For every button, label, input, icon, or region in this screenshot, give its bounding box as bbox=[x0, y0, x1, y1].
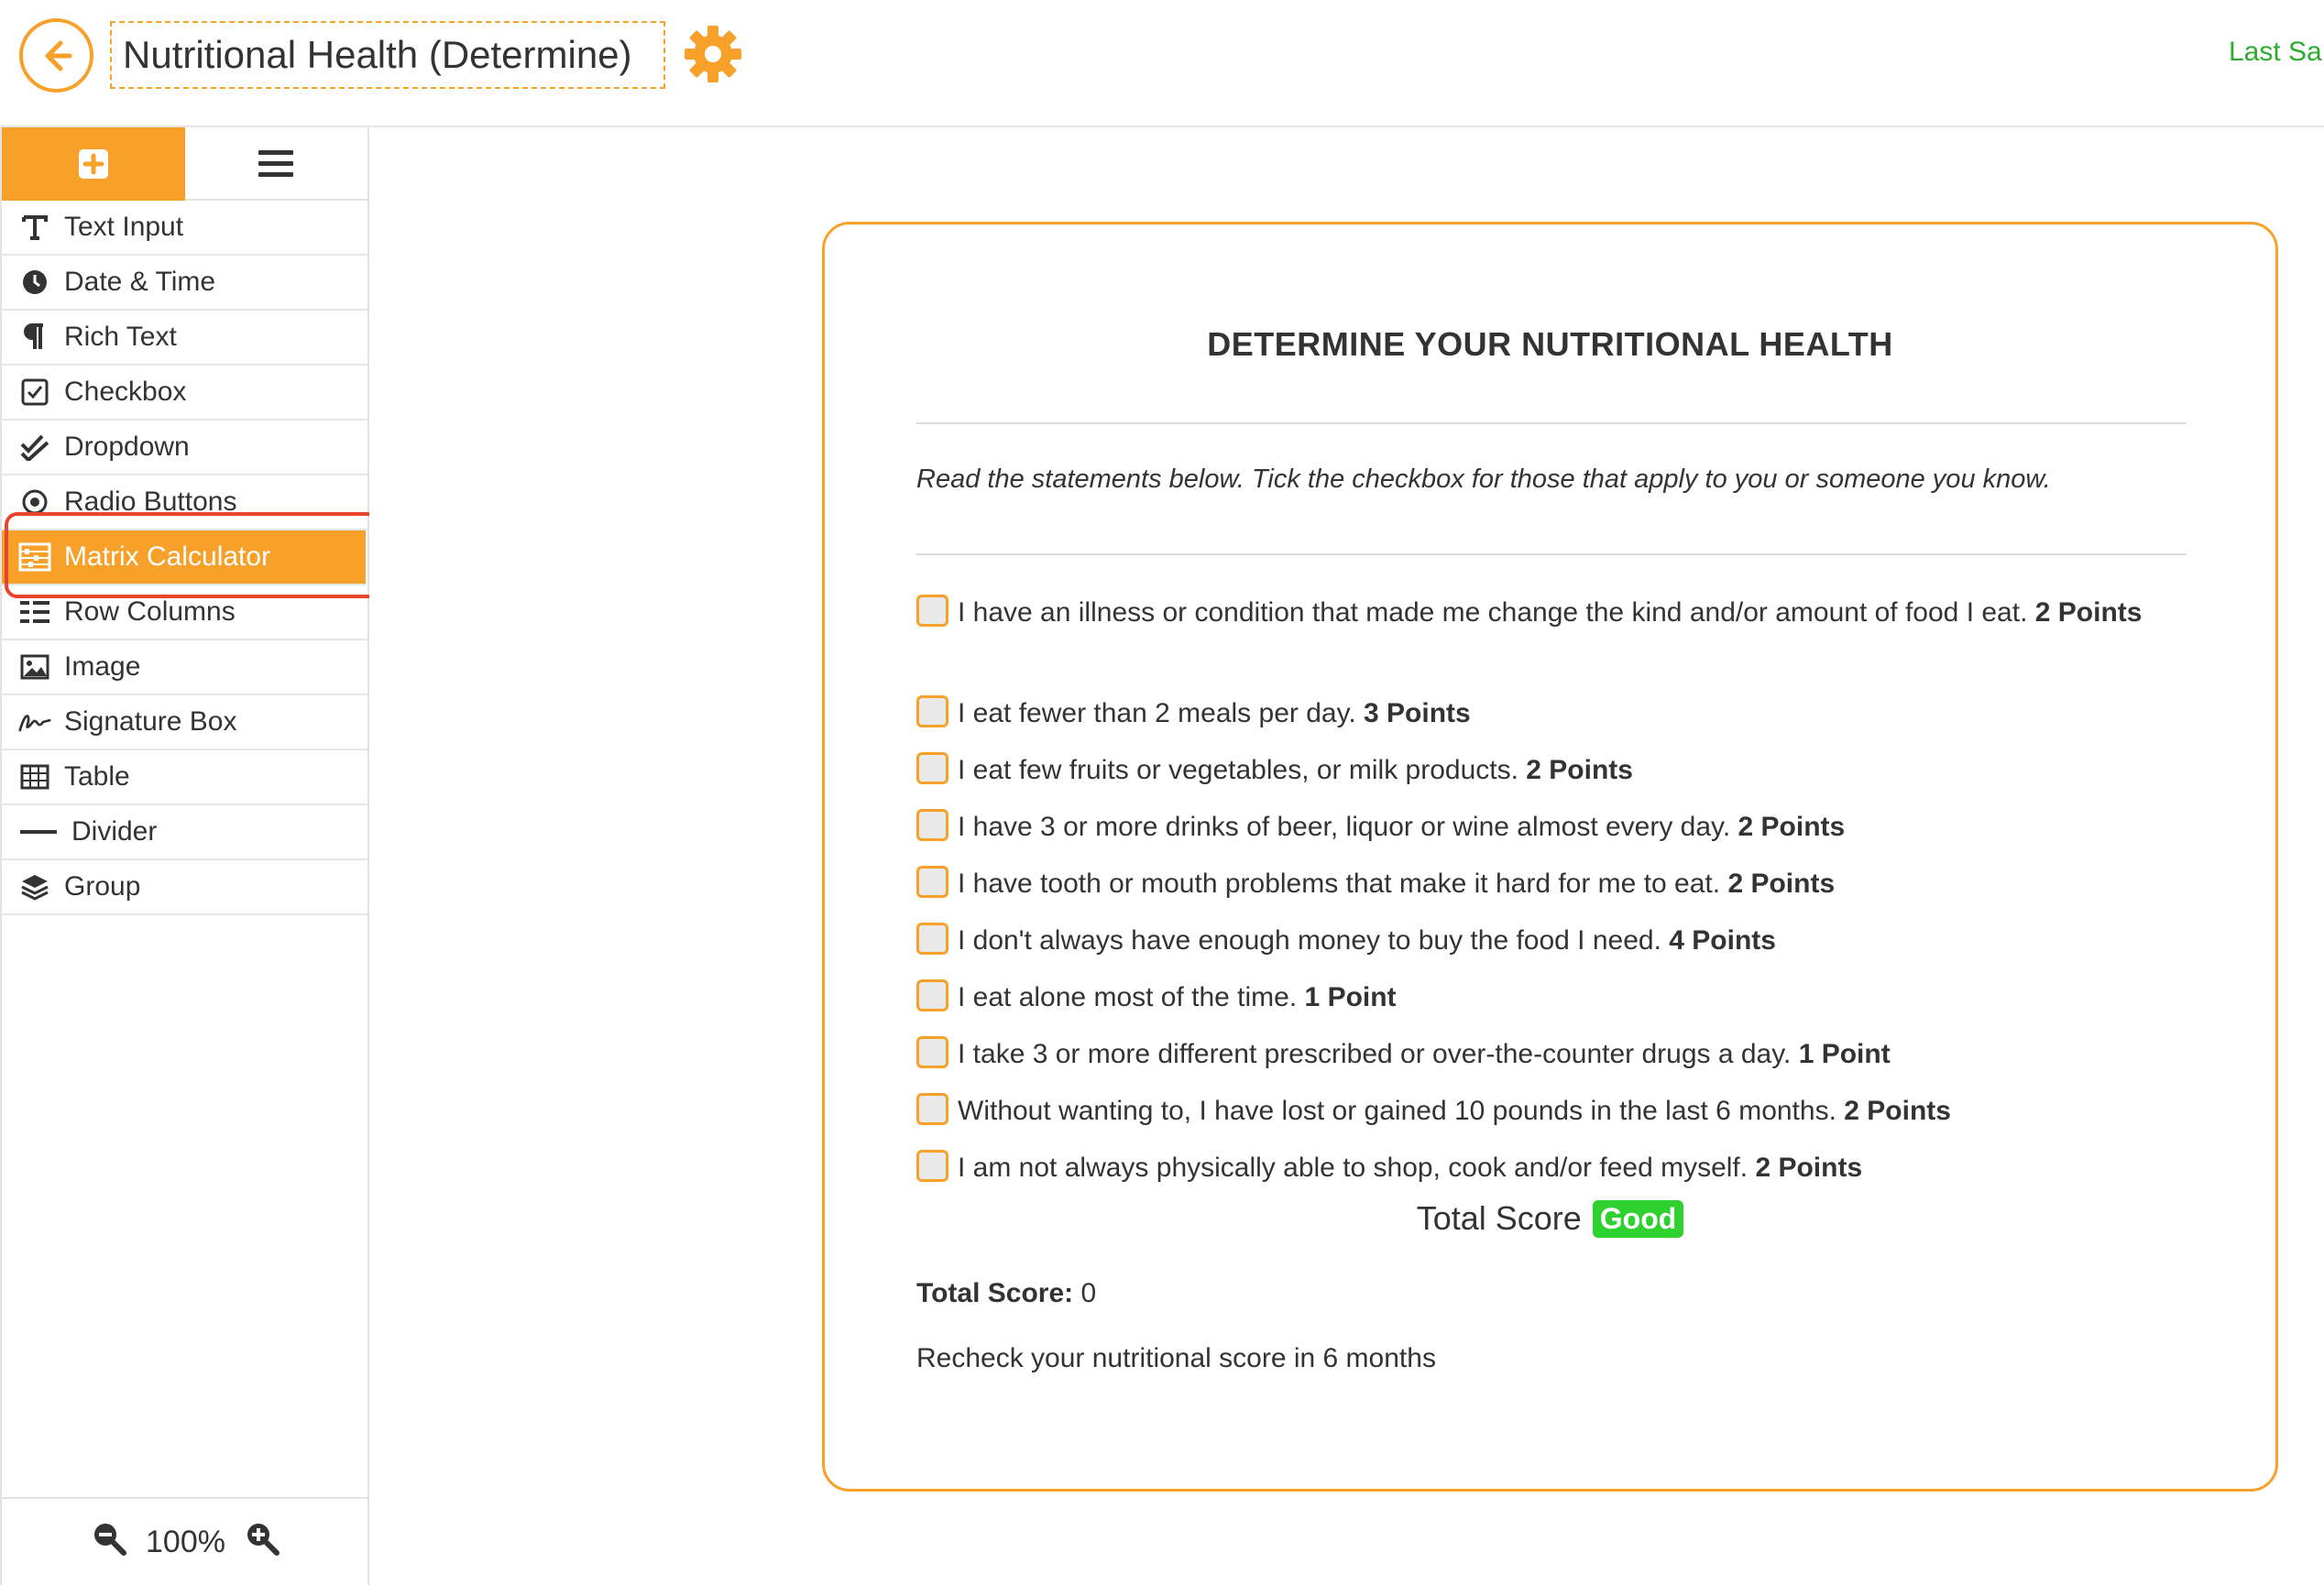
statement-row bbox=[916, 1146, 2199, 1190]
gear-icon bbox=[683, 24, 743, 84]
sidebar-item-label: Row Columns bbox=[64, 596, 236, 627]
arrow-left-icon bbox=[37, 36, 77, 76]
divider bbox=[916, 422, 2187, 424]
statement-points: 3 Points bbox=[1364, 698, 1471, 728]
recheck-note: Recheck your nutritional score in 6 months bbox=[916, 1343, 1436, 1373]
sidebar-item-label: Text Input bbox=[64, 212, 184, 242]
sidebar-item-label: Divider bbox=[71, 816, 158, 847]
tab-outline[interactable] bbox=[185, 127, 368, 201]
statement-checkbox[interactable] bbox=[916, 595, 948, 627]
zoom-controls bbox=[2, 1497, 369, 1585]
statement-checkbox[interactable] bbox=[916, 695, 948, 727]
back-button[interactable] bbox=[19, 18, 93, 93]
sidebar-item-label: Checkbox bbox=[64, 377, 187, 407]
sidebar bbox=[0, 127, 369, 1585]
statement-text: I have tooth or mouth problems that make it hard for me to eat. bbox=[958, 869, 1721, 899]
form-canvas bbox=[369, 127, 2324, 1585]
settings-button[interactable] bbox=[683, 24, 743, 84]
statement-row bbox=[916, 591, 2199, 635]
statement-points: 2 Points bbox=[1755, 1153, 1863, 1183]
sidebar-item-label: Matrix Calculator bbox=[64, 541, 271, 572]
statement-text: I take 3 or more different prescribed or over-the-counter drugs a day. bbox=[958, 1039, 1792, 1069]
statement-text: I am not always physically able to shop, cook and/or feed myself. bbox=[958, 1153, 1748, 1183]
field-palette bbox=[2, 201, 367, 915]
statement-checkbox[interactable] bbox=[916, 1093, 948, 1125]
statement-checkbox[interactable] bbox=[916, 866, 948, 898]
sidebar-item-date-time[interactable] bbox=[2, 256, 367, 311]
sidebar-item-label: Table bbox=[64, 761, 130, 792]
statement-text: Without wanting to, I have lost or gained 10 pounds in the last 6 months. bbox=[958, 1096, 1836, 1126]
signature-icon bbox=[18, 705, 51, 738]
zoom-in-button[interactable] bbox=[244, 1520, 280, 1565]
form-intro: Read the statements below. Tick the checkbox for those that apply to you or someone you know. bbox=[916, 465, 2051, 494]
statement-text: I don't always have enough money to buy the food I need. bbox=[958, 925, 1661, 956]
menu-lines-icon bbox=[258, 148, 293, 180]
divider-line-icon bbox=[18, 815, 59, 848]
sidebar-item-matrix-calculator[interactable] bbox=[2, 530, 366, 585]
sidebar-item-label: Radio Buttons bbox=[64, 486, 237, 517]
sidebar-item-label: Group bbox=[64, 871, 141, 902]
zoom-level: 100% bbox=[146, 1524, 225, 1559]
statement-points: 2 Points bbox=[1526, 755, 1633, 785]
statement-row bbox=[916, 1089, 2199, 1133]
abacus-icon bbox=[18, 541, 51, 574]
zoom-out-icon bbox=[91, 1520, 127, 1557]
sidebar-item-row-columns[interactable] bbox=[2, 585, 367, 640]
statement-points: 2 Points bbox=[2034, 597, 2143, 628]
statement-points: 4 Points bbox=[1669, 925, 1776, 956]
paragraph-icon bbox=[18, 321, 51, 354]
sidebar-item-rich-text[interactable] bbox=[2, 311, 367, 366]
statement-row bbox=[916, 692, 2199, 736]
total-score-line-label: Total Score: bbox=[916, 1278, 1074, 1308]
sidebar-item-label: Image bbox=[64, 651, 141, 682]
statement-row bbox=[916, 919, 2199, 963]
sidebar-item-radio-buttons[interactable] bbox=[2, 476, 367, 530]
top-header bbox=[0, 0, 2324, 127]
checkbox-icon bbox=[18, 376, 51, 409]
total-score-value: 0 bbox=[1080, 1278, 1097, 1308]
text-t-icon bbox=[18, 211, 51, 244]
sidebar-item-dropdown[interactable] bbox=[2, 421, 367, 476]
sidebar-item-text-input[interactable] bbox=[2, 201, 367, 256]
form-title: DETERMINE YOUR NUTRITIONAL HEALTH bbox=[1207, 325, 1893, 363]
statement-points: 1 Point bbox=[1798, 1039, 1891, 1069]
total-score-line bbox=[916, 1278, 1096, 1309]
sidebar-item-image[interactable] bbox=[2, 640, 367, 695]
statement-text: I have 3 or more drinks of beer, liquor or wine almost every day. bbox=[958, 812, 1731, 842]
statement-points: 1 Point bbox=[1304, 982, 1397, 1012]
statement-checkbox[interactable] bbox=[916, 923, 948, 955]
statement-row bbox=[916, 976, 2199, 1020]
sidebar-item-table[interactable] bbox=[2, 750, 367, 805]
total-score-summary bbox=[825, 1199, 2275, 1238]
divider bbox=[916, 553, 2187, 555]
statement-text: I have an illness or condition that made me change the kind and/or amount of food I eat. bbox=[958, 597, 2028, 628]
zoom-out-button[interactable] bbox=[91, 1520, 127, 1565]
layers-icon bbox=[18, 870, 51, 903]
image-icon bbox=[18, 650, 51, 683]
statement-text: I eat few fruits or vegetables, or milk products. bbox=[958, 755, 1518, 785]
table-icon bbox=[18, 760, 51, 793]
plus-square-icon bbox=[77, 148, 110, 180]
statement-checkbox[interactable] bbox=[916, 1036, 948, 1068]
total-score-label: Total Score bbox=[1416, 1199, 1582, 1237]
statement-checkbox[interactable] bbox=[916, 1150, 948, 1182]
statement-text: I eat fewer than 2 meals per day. bbox=[958, 698, 1356, 728]
statement-row bbox=[916, 862, 2199, 906]
statement-checkbox[interactable] bbox=[916, 752, 948, 784]
matrix-calculator-field[interactable] bbox=[822, 222, 2278, 1492]
last-saved-status: Last Sa bbox=[2229, 37, 2322, 67]
sidebar-item-label: Date & Time bbox=[64, 267, 216, 297]
row-columns-icon bbox=[18, 596, 51, 629]
zoom-in-icon bbox=[244, 1520, 280, 1557]
sidebar-item-signature-box[interactable] bbox=[2, 695, 367, 750]
double-check-icon bbox=[18, 431, 51, 464]
statement-points: 2 Points bbox=[1738, 812, 1846, 842]
clock-icon bbox=[18, 266, 51, 299]
sidebar-item-divider[interactable] bbox=[2, 805, 367, 860]
score-rating-badge: Good bbox=[1593, 1200, 1684, 1238]
sidebar-item-label: Rich Text bbox=[64, 322, 177, 352]
sidebar-item-group[interactable] bbox=[2, 860, 367, 915]
statement-checkbox[interactable] bbox=[916, 809, 948, 841]
sidebar-item-checkbox[interactable] bbox=[2, 366, 367, 421]
statement-row bbox=[916, 805, 2199, 849]
statement-text: I eat alone most of the time. bbox=[958, 982, 1298, 1012]
tab-add-fields[interactable] bbox=[2, 127, 185, 201]
form-name-input[interactable]: Nutritional Health (Determine) bbox=[110, 21, 665, 89]
radio-icon bbox=[18, 486, 51, 519]
statement-row bbox=[916, 749, 2199, 792]
statement-row bbox=[916, 1033, 2199, 1077]
sidebar-tabs bbox=[2, 127, 367, 201]
statement-points: 2 Points bbox=[1844, 1096, 1951, 1126]
sidebar-item-label: Dropdown bbox=[64, 432, 190, 462]
statement-points: 2 Points bbox=[1727, 869, 1836, 899]
sidebar-item-label: Signature Box bbox=[64, 706, 237, 737]
statement-checkbox[interactable] bbox=[916, 979, 948, 1011]
